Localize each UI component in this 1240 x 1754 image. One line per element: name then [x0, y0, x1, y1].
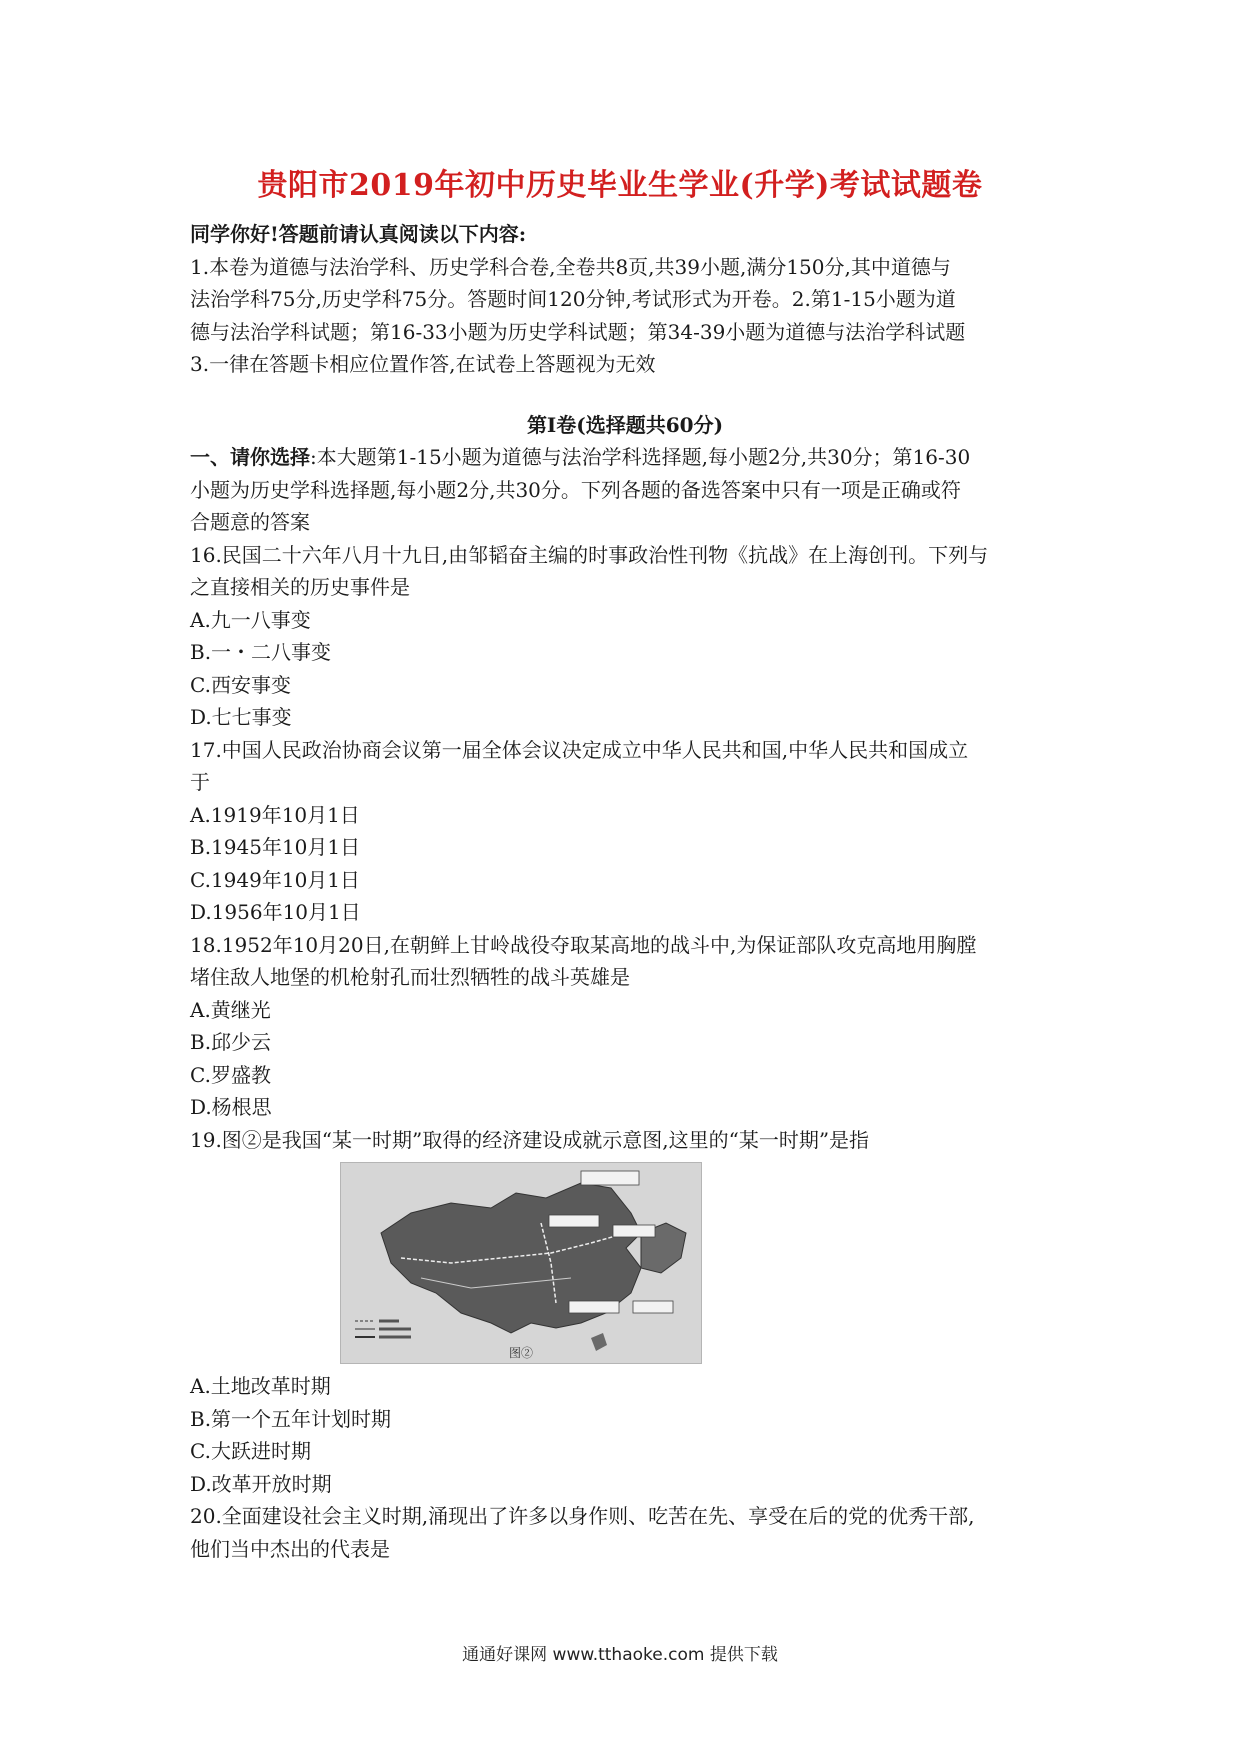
- question-stem: 他们当中杰出的代表是: [190, 1536, 390, 1561]
- section-intro: [190, 441, 1060, 474]
- figure-container: [190, 1162, 1060, 1362]
- section-title: 第Ⅰ卷(选择题共60分): [526, 412, 724, 437]
- section-intro-line: 小题为历史学科选择题,每小题2分,共30分。下列各题的备选答案中只有一项是正确或符: [190, 477, 961, 502]
- option-a: A.九一八事变: [190, 607, 311, 632]
- exam-content: [190, 218, 1060, 1565]
- figure-caption: 图②: [508, 1346, 533, 1360]
- question-stem: 18.1952年10月20日,在朝鲜上甘岭战役夺取某高地的战斗中,为保证部队攻克高地用胸膛: [190, 932, 977, 957]
- question-stem: 之直接相关的历史事件是: [190, 575, 410, 599]
- notice-line: 3.一律在答题卡相应位置作答,在试卷上答题视为无效: [190, 352, 656, 376]
- option-c: C.1949年10月1日: [190, 867, 361, 892]
- section-intro-line: 合题意的答案: [190, 510, 310, 534]
- economic-construction-map: [340, 1162, 702, 1364]
- option-d: D.七七事变: [190, 705, 292, 729]
- option-c: C.罗盛教: [190, 1062, 271, 1087]
- question-stem: 16.民国二十六年八月十九日,由邹韬奋主编的时事政治性刊物《抗战》在上海创刊。下列与: [190, 542, 989, 567]
- question-stem: 堵住敌人地堡的机枪射孔而壮烈牺牲的战斗英雄是: [190, 965, 630, 989]
- option-b: B.一・二八事变: [190, 640, 332, 664]
- section-intro-label: 一、请你选择: [190, 445, 310, 469]
- option-a: A.黄继光: [190, 997, 271, 1022]
- question-16: [190, 539, 1060, 734]
- option-a: A.土地改革时期: [190, 1374, 331, 1398]
- exam-title: 贵阳市2019年初中历史毕业生学业(升学)考试试题卷: [257, 168, 983, 203]
- option-d: D.改革开放时期: [190, 1471, 332, 1496]
- option-d: D.杨根思: [190, 1095, 272, 1119]
- notice-line: 德与法治学科试题；第16-33小题为历史学科试题；第34-39小题为道德与法治学科试题: [190, 319, 966, 344]
- option-b: B.邱少云: [190, 1030, 272, 1054]
- question-stem: 20.全面建设社会主义时期,涌现出了许多以身作则、吃苦在先、享受在后的党的优秀干部,: [190, 1504, 975, 1528]
- question-stem: 17.中国人民政治协商会议第一届全体会议决定成立中华人民共和国,中华人民共和国成立: [190, 737, 969, 762]
- option-a: A.1919年10月1日: [190, 802, 360, 827]
- question-19: [190, 1124, 1060, 1501]
- option-d: D.1956年10月1日: [190, 900, 361, 924]
- option-c: C.大跃进时期: [190, 1439, 311, 1463]
- option-b: B.1945年10月1日: [190, 835, 361, 859]
- question-20: [190, 1500, 1060, 1565]
- notice-heading: 同学你好!答题前请认真阅读以下内容:: [190, 222, 527, 246]
- notice-line: 1.本卷为道德与法治学科、历史学科合卷,全卷共8页,共39小题,满分150分,其中道德与: [190, 254, 951, 279]
- footer-watermark: 通通好课网 www.tthaoke.com 提供下载: [462, 1645, 778, 1665]
- section-intro-text: :本大题第1-15小题为道德与法治学科选择题,每小题2分,共30分；第16-30: [310, 445, 971, 469]
- question-17: [190, 734, 1060, 929]
- question-stem: 于: [190, 770, 210, 794]
- question-stem: 19.图②是我国“某一时期”取得的经济建设成就示意图,这里的“某一时期”是指: [190, 1127, 870, 1152]
- option-b: B.第一个五年计划时期: [190, 1406, 392, 1431]
- option-c: C.西安事变: [190, 672, 291, 697]
- china-map-graphic: [341, 1163, 701, 1363]
- question-18: [190, 929, 1060, 1124]
- notice-line: 法治学科75分,历史学科75分。答题时间120分钟,考试形式为开卷。2.第1-15小题为道: [190, 287, 956, 311]
